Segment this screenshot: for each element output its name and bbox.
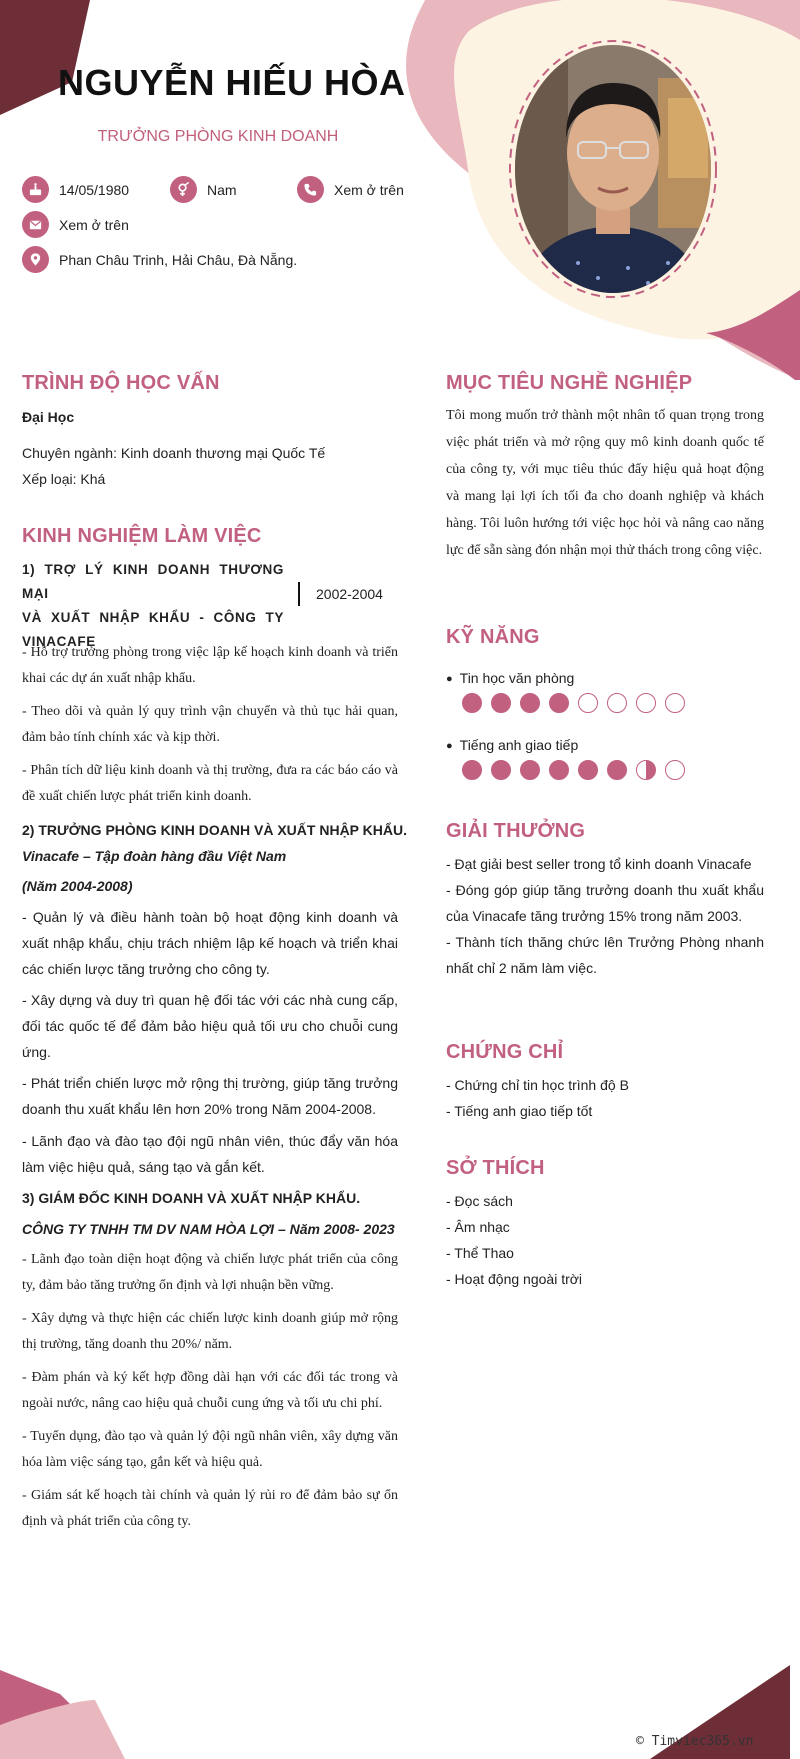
contact-address bbox=[22, 246, 297, 273]
skill-rating-dot bbox=[607, 760, 627, 780]
job3-duty: - Đàm phán và ký kết hợp đồng dài hạn với các đối tác trong và ngoài nước, nâng cao hiệu quả chuỗi cung ứng và tối ưu chi phí. bbox=[22, 1370, 398, 1411]
contact-email bbox=[22, 211, 129, 238]
contact-phone bbox=[297, 176, 404, 203]
award-item: - Đóng góp giúp tăng trưởng doanh thu xuất khẩu của Vinacafe tăng trưởng 15% trong năm 2003. bbox=[446, 882, 764, 924]
skill-name: ● Tiếng anh giao tiếp bbox=[446, 737, 578, 753]
job2-duty: - Quản lý và điều hành toàn bộ hoạt động kinh doanh và xuất nhập khẩu, chịu trách nhiệm lập kế hoạch và triển khai các chiến lược tăng trưởng cho công ty. bbox=[22, 909, 398, 977]
education-heading: TRÌNH ĐỘ HỌC VẤN bbox=[22, 372, 220, 394]
job2-company: Vinacafe – Tập đoàn hàng đầu Việt Nam bbox=[22, 848, 287, 864]
job3-company: CÔNG TY TNHH TM DV NAM HÒA LỢI – Năm 2008- 2023 bbox=[22, 1221, 395, 1237]
awards-heading: GIẢI THƯỞNG bbox=[446, 820, 586, 842]
certificate-item: - Tiếng anh giao tiếp tốt bbox=[446, 1103, 593, 1119]
skill-rating-dot bbox=[549, 693, 569, 713]
job1-duty: - Theo dõi và quản lý quy trình vận chuyển và thủ tục hải quan, đảm bảo tính chính xác và kịp thời. bbox=[22, 704, 398, 745]
hobby-item: - Âm nhạc bbox=[446, 1219, 510, 1235]
certificate-item: - Chứng chỉ tin học trình độ B bbox=[446, 1077, 629, 1093]
hobby-item: - Hoạt động ngoài trời bbox=[446, 1271, 583, 1287]
job2-title: 2) TRƯỞNG PHÒNG KINH DOANH VÀ XUẤT NHẬP KHẨU. bbox=[22, 822, 407, 838]
skill-rating-dot bbox=[491, 760, 511, 780]
skill-rating-dot bbox=[549, 760, 569, 780]
skills-heading: KỸ NĂNG bbox=[446, 626, 540, 648]
address-value: Phan Châu Trinh, Hải Châu, Đà Nẵng. bbox=[59, 251, 298, 268]
skill-rating-dot bbox=[636, 760, 656, 780]
hobbies-heading: SỞ THÍCH bbox=[446, 1157, 545, 1179]
email-value: Xem ở trên bbox=[59, 216, 129, 233]
birthday-cake-icon bbox=[22, 176, 49, 203]
candidate-name: NGUYỄN HIẾU HÒA bbox=[58, 62, 406, 103]
skill-rating-dot bbox=[578, 693, 598, 713]
skill-rating-dot bbox=[520, 693, 540, 713]
experience-heading: KINH NGHIỆM LÀM VIỆC bbox=[22, 525, 262, 547]
job3-duty: - Giám sát kế hoạch tài chính và quản lý rủi ro để đảm bảo sự ổn định và phát triển của công ty. bbox=[22, 1488, 398, 1529]
skill-rating-dot bbox=[462, 760, 482, 780]
job1-duty: - Hỗ trợ trưởng phòng trong việc lập kế hoạch kinh doanh và triển khai các dự án xuất nhập khẩu. bbox=[22, 645, 398, 686]
job2-duty: - Lãnh đạo và đào tạo đội ngũ nhân viên, thúc đẩy văn hóa làm việc hiệu quả, sáng tạo và gắn kết. bbox=[22, 1133, 398, 1175]
contact-gender bbox=[170, 176, 237, 203]
job1-title-line2: VÀ XUẤT NHẬP KHẨU - CÔNG TY bbox=[22, 610, 284, 625]
job2-duty: - Phát triển chiến lược mở rộng thị trường, giúp tăng trưởng doanh thu xuất khẩu lên hơn 20% trong Năm 2004-2008. bbox=[22, 1075, 398, 1117]
job2-period: (Năm 2004-2008) bbox=[22, 878, 133, 894]
hobby-item: - Thể Thao bbox=[446, 1245, 514, 1261]
job3-duty: - Xây dựng và thực hiện các chiến lược kinh doanh giúp mở rộng thị trường, tăng doanh thu 20%/ năm. bbox=[22, 1311, 398, 1352]
skill-rating-dot bbox=[665, 693, 685, 713]
job3-title: 3) GIÁM ĐỐC KINH DOANH VÀ XUẤT NHẬP KHẨU. bbox=[22, 1190, 361, 1206]
job1-duty: - Phân tích dữ liệu kinh doanh và thị trường, đưa ra các báo cáo và đề xuất chiến lược phát triển kinh doanh. bbox=[22, 763, 398, 804]
gender-icon bbox=[170, 176, 197, 203]
skill-rating-dot bbox=[607, 693, 627, 713]
phone-icon bbox=[297, 176, 324, 203]
dob-value: 14/05/1980 bbox=[59, 181, 130, 198]
skill-rating bbox=[462, 760, 685, 780]
skill-rating-dot bbox=[665, 760, 685, 780]
watermark: © Timviec365.vn bbox=[636, 1734, 754, 1749]
award-item: - Đạt giải best seller trong tổ kinh doanh Vinacafe bbox=[446, 856, 752, 872]
skill-rating bbox=[462, 693, 685, 713]
phone-value: Xem ở trên bbox=[334, 181, 404, 198]
objective-text: Tôi mong muốn trở thành một nhân tố quan trọng trong việc phát triển và mở rộng quy mô kinh doanh quốc tế của công ty, với mục tiêu thúc đẩy hiệu quả hoạt động và mang lại lợi ích tối đa cho doanh nghiệp và khách hàng. Tôi luôn hướng tới việc học hỏi và nâng cao năng lực để sẵn sàng đón nhận mọi thử thách trong công việc. bbox=[446, 408, 764, 558]
contact-dob bbox=[22, 176, 129, 203]
gender-value: Nam bbox=[207, 181, 237, 198]
skill-rating-dot bbox=[636, 693, 656, 713]
skill-rating-dot bbox=[462, 693, 482, 713]
award-item: - Thành tích thăng chức lên Trưởng Phòng nhanh nhất chỉ 2 năm làm việc. bbox=[446, 934, 764, 976]
job1-divider bbox=[298, 582, 300, 606]
skill-name: ● Tin học văn phòng bbox=[446, 670, 574, 686]
education-degree: Đại Học bbox=[22, 409, 75, 425]
job1-title-line3: VINACAFE bbox=[22, 634, 96, 649]
job2-duty: - Xây dựng và duy trì quan hệ đối tác với các nhà cung cấp, đối tác quốc tế để đảm bảo hiệu quả tối ưu cho chuỗi cung ứng. bbox=[22, 992, 398, 1060]
job1-title-line1: 1) TRỢ LÝ KINH DOANH THƯƠNG MẠI bbox=[22, 562, 284, 601]
job3-duty: - Tuyển dụng, đào tạo và quản lý đội ngũ nhân viên, xây dựng văn hóa làm việc sáng tạo, gắn kết và hiệu quả. bbox=[22, 1429, 398, 1470]
job1-period: 2002-2004 bbox=[316, 586, 383, 602]
map-pin-icon bbox=[22, 246, 49, 273]
avatar bbox=[508, 38, 718, 300]
education-major: Chuyên ngành: Kinh doanh thương mại Quốc Tế bbox=[22, 445, 326, 461]
hobby-item: - Đọc sách bbox=[446, 1193, 513, 1209]
skill-rating-dot bbox=[578, 760, 598, 780]
skill-rating-dot bbox=[491, 693, 511, 713]
job3-duty: - Lãnh đạo toàn diện hoạt động và chiến lược phát triển của công ty, đảm bảo tăng trưởng ổn định và lợi nhuận bền vững. bbox=[22, 1252, 398, 1293]
objective-heading: MỤC TIÊU NGHỀ NGHIỆP bbox=[446, 372, 693, 394]
job-title: TRƯỞNG PHÒNG KINH DOANH bbox=[97, 128, 339, 145]
skill-rating-dot bbox=[520, 760, 540, 780]
mail-icon bbox=[22, 211, 49, 238]
certificates-heading: CHỨNG CHỈ bbox=[446, 1041, 564, 1063]
education-rank: Xếp loại: Khá bbox=[22, 471, 106, 487]
